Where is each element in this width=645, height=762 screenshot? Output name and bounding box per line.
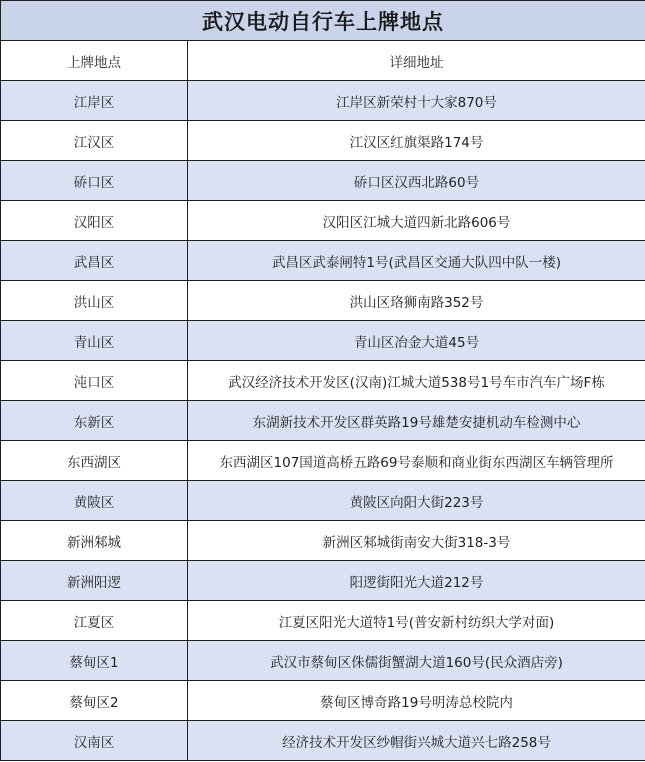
- table-row: [1, 361, 645, 401]
- table-row: [1, 561, 645, 601]
- location-cell: 洪山区: [1, 281, 188, 321]
- address-cell: 江夏区阳光大道特1号(普安新村纺织大学对面): [188, 601, 645, 641]
- table-row: [1, 281, 645, 321]
- table-row: [1, 601, 645, 641]
- table-body: [1, 41, 645, 761]
- address-cell: 经济技术开发区纱帽街兴城大道兴七路258号: [188, 721, 645, 761]
- table-row: [1, 161, 645, 201]
- address-cell: 青山区冶金大道45号: [188, 321, 645, 361]
- address-cell: 新洲区邾城街南安大街318-3号: [188, 521, 645, 561]
- location-cell: 硚口区: [1, 161, 188, 201]
- header-location: 上牌地点: [1, 41, 188, 81]
- table-row: [1, 681, 645, 721]
- location-cell: 江岸区: [1, 81, 188, 121]
- location-cell: 东西湖区: [1, 441, 188, 481]
- location-cell: 蔡甸区2: [1, 681, 188, 721]
- table-header-row: [1, 41, 645, 81]
- table-row: [1, 521, 645, 561]
- address-cell: 阳逻街阳光大道212号: [188, 561, 645, 601]
- header-address: 详细地址: [188, 41, 645, 81]
- address-cell: 黄陂区向阳大街223号: [188, 481, 645, 521]
- table-title-row: [1, 1, 645, 41]
- location-cell: 江夏区: [1, 601, 188, 641]
- location-cell: 新洲阳逻: [1, 561, 188, 601]
- table-row: [1, 121, 645, 161]
- location-cell: 武昌区: [1, 241, 188, 281]
- location-cell: 汉阳区: [1, 201, 188, 241]
- table-row: [1, 201, 645, 241]
- address-cell: 硚口区汉西北路60号: [188, 161, 645, 201]
- location-cell: 青山区: [1, 321, 188, 361]
- address-cell: 汉阳区江城大道四新北路606号: [188, 201, 645, 241]
- address-cell: 东湖新技术开发区群英路19号雄楚安捷机动车检测中心: [188, 401, 645, 441]
- location-cell: 东新区: [1, 401, 188, 441]
- table-row: [1, 81, 645, 121]
- location-cell: 新洲邾城: [1, 521, 188, 561]
- table-row: [1, 721, 645, 761]
- table-row: [1, 481, 645, 521]
- location-cell: 黄陂区: [1, 481, 188, 521]
- table-row: [1, 641, 645, 681]
- address-cell: 武汉市蔡甸区侏儒街蟹湖大道160号(民众酒店旁): [188, 641, 645, 681]
- table-row: [1, 401, 645, 441]
- table-title: 武汉电动自行车上牌地点: [1, 1, 645, 41]
- address-cell: 东西湖区107国道高桥五路69号泰顺和商业街东西湖区车辆管理所: [188, 441, 645, 481]
- address-cell: 江岸区新荣村十大家870号: [188, 81, 645, 121]
- address-cell: 江汉区红旗渠路174号: [188, 121, 645, 161]
- address-cell: 武汉经济技术开发区(汉南)江城大道538号1号车市汽车广场F栋: [188, 361, 645, 401]
- location-cell: 汉南区: [1, 721, 188, 761]
- table-row: [1, 321, 645, 361]
- location-cell: 蔡甸区1: [1, 641, 188, 681]
- location-cell: 江汉区: [1, 121, 188, 161]
- location-cell: 沌口区: [1, 361, 188, 401]
- address-cell: 蔡甸区博奇路19号明涛总校院内: [188, 681, 645, 721]
- address-cell: 武昌区武泰闸特1号(武昌区交通大队四中队一楼): [188, 241, 645, 281]
- address-cell: 洪山区珞狮南路352号: [188, 281, 645, 321]
- table-row: [1, 241, 645, 281]
- table-row: [1, 441, 645, 481]
